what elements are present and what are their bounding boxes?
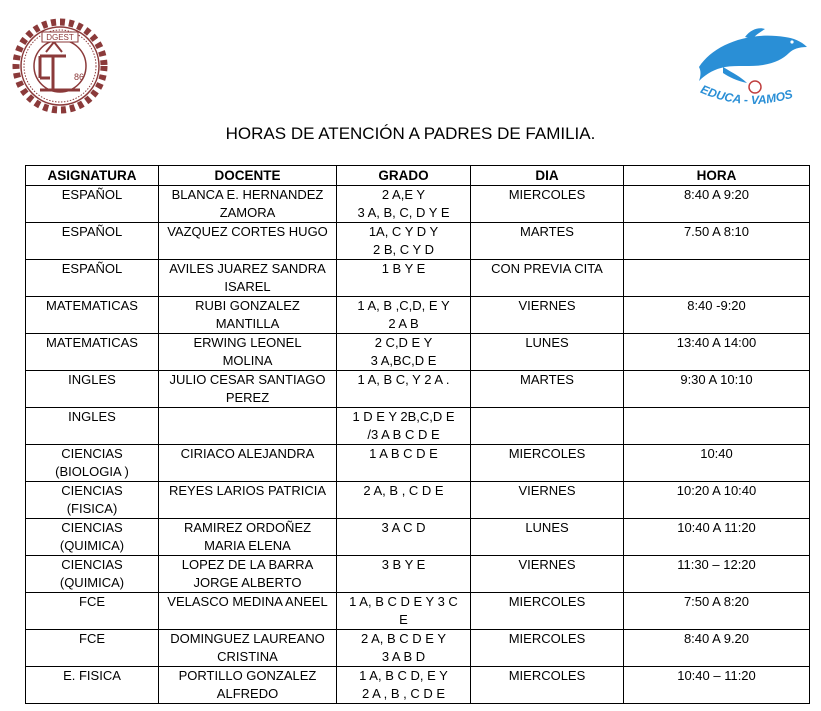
dia-cell bbox=[471, 186, 624, 223]
asignatura-cell-line: CIENCIAS bbox=[61, 557, 123, 572]
table-row bbox=[26, 297, 810, 334]
dia-cell bbox=[471, 445, 624, 482]
docente-cell-line: RAMIREZ ORDOÑEZ bbox=[183, 520, 312, 535]
hora-cell bbox=[624, 482, 810, 519]
docente-cell-line: ZAMORA bbox=[219, 205, 276, 220]
hora-cell-text: 8:40 A 9.20 bbox=[683, 631, 750, 646]
grado-cell bbox=[337, 408, 471, 445]
docente-cell-line: VELASCO MEDINA ANEEL bbox=[167, 594, 328, 609]
grado-cell-line: 2 A B bbox=[388, 316, 419, 331]
docente-cell bbox=[159, 482, 337, 519]
docente-cell-line: PEREZ bbox=[225, 390, 270, 405]
grado-cell-line: 1 A, B ,C,D, E Y bbox=[357, 298, 450, 313]
hora-cell-text: 11:30 – 12:20 bbox=[677, 557, 756, 572]
grado-cell-line: 1 D E Y 2B,C,D E bbox=[352, 409, 455, 424]
dia-cell bbox=[471, 667, 624, 704]
grado-cell bbox=[337, 593, 471, 630]
dia-cell bbox=[471, 260, 624, 297]
asignatura-cell-line: FCE bbox=[79, 594, 105, 609]
hora-cell bbox=[624, 334, 810, 371]
table-row bbox=[26, 260, 810, 297]
grado-cell-line: 3 A C D bbox=[381, 520, 426, 535]
header-asignatura: ASIGNATURA bbox=[26, 166, 159, 186]
docente-cell-line: VAZQUEZ CORTES HUGO bbox=[167, 224, 328, 239]
hora-cell bbox=[624, 297, 810, 334]
docente-cell-line: REYES LARIOS PATRICIA bbox=[168, 483, 326, 498]
hora-cell-text: 8:40 -9:20 bbox=[687, 298, 746, 313]
docente-cell-line: CRISTINA bbox=[217, 649, 278, 664]
hora-cell bbox=[624, 630, 810, 667]
grado-cell bbox=[337, 297, 471, 334]
dia-cell-text: MIERCOLES bbox=[508, 187, 586, 202]
asignatura-cell-line: (BIOLOGIA ) bbox=[55, 464, 129, 479]
asignatura-cell bbox=[26, 223, 159, 260]
table-row bbox=[26, 334, 810, 371]
asignatura-cell bbox=[26, 371, 159, 408]
dia-cell-text: VIERNES bbox=[518, 557, 576, 572]
docente-cell-line: MARIA ELENA bbox=[204, 538, 291, 553]
asignatura-cell-line: (FISICA) bbox=[66, 501, 118, 516]
grado-cell bbox=[337, 482, 471, 519]
asignatura-cell-line: MATEMATICAS bbox=[46, 335, 138, 350]
grado-cell-line: 1A, C Y D Y bbox=[368, 224, 439, 239]
asignatura-cell bbox=[26, 630, 159, 667]
table-row bbox=[26, 482, 810, 519]
dia-cell-text: VIERNES bbox=[518, 483, 576, 498]
hora-cell-text: 10:40 bbox=[700, 446, 733, 461]
grado-cell-line: 2 B, C Y D bbox=[373, 242, 434, 257]
docente-cell-line: DOMINGUEZ LAUREANO bbox=[170, 631, 325, 646]
hora-cell bbox=[624, 556, 810, 593]
dia-cell-text: MIERCOLES bbox=[508, 668, 586, 683]
hora-cell bbox=[624, 667, 810, 704]
table-row bbox=[26, 223, 810, 260]
grado-cell bbox=[337, 334, 471, 371]
dgest-logo bbox=[10, 16, 110, 116]
table-row bbox=[26, 519, 810, 556]
dia-cell-text: CON PREVIA CITA bbox=[491, 261, 603, 276]
docente-cell bbox=[159, 408, 337, 445]
dia-cell bbox=[471, 482, 624, 519]
grado-cell-line: 1 A B C D E bbox=[369, 446, 438, 461]
dia-cell bbox=[471, 630, 624, 667]
docente-cell-line: MANTILLA bbox=[215, 316, 280, 331]
docente-cell bbox=[159, 667, 337, 704]
dia-cell bbox=[471, 297, 624, 334]
dia-cell-text: MARTES bbox=[520, 372, 574, 387]
docente-cell-line: ISAREL bbox=[224, 279, 271, 294]
dgest-gear-logo-icon bbox=[10, 16, 110, 116]
dia-cell bbox=[471, 556, 624, 593]
docente-cell-line: ALFREDO bbox=[216, 686, 279, 701]
asignatura-cell bbox=[26, 519, 159, 556]
asignatura-cell-line: INGLES bbox=[68, 372, 116, 387]
hora-cell bbox=[624, 223, 810, 260]
hora-cell-text: 10:40 – 11:20 bbox=[677, 668, 756, 683]
asignatura-cell-line: ESPAÑOL bbox=[61, 224, 123, 239]
header-grado: GRADO bbox=[337, 166, 471, 186]
grado-cell bbox=[337, 630, 471, 667]
hora-cell bbox=[624, 371, 810, 408]
asignatura-cell-line: CIENCIAS bbox=[61, 520, 123, 535]
grado-cell-line: 2 A, B , C D E bbox=[363, 483, 444, 498]
docente-cell-line: RUBI GONZALEZ bbox=[195, 298, 300, 313]
dia-cell bbox=[471, 408, 624, 445]
educa-vamos-logo bbox=[693, 25, 813, 120]
table-row bbox=[26, 445, 810, 482]
asignatura-cell-line: CIENCIAS bbox=[61, 446, 123, 461]
asignatura-cell bbox=[26, 334, 159, 371]
hora-cell-text: 8:40 A 9:20 bbox=[683, 187, 750, 202]
docente-cell-line: JULIO CESAR SANTIAGO bbox=[169, 372, 326, 387]
page-title: HORAS DE ATENCIÓN A PADRES DE FAMILIA. bbox=[225, 124, 596, 143]
grado-cell bbox=[337, 556, 471, 593]
docente-cell-line: BLANCA E. HERNANDEZ bbox=[171, 187, 324, 202]
educa-vamos-text: EDUCA - VAMOS bbox=[698, 82, 795, 108]
docente-cell bbox=[159, 519, 337, 556]
dia-cell-text: MARTES bbox=[520, 224, 574, 239]
asignatura-cell bbox=[26, 260, 159, 297]
docente-cell bbox=[159, 593, 337, 630]
dia-cell-text: MIERCOLES bbox=[508, 446, 586, 461]
asignatura-cell-line: MATEMATICAS bbox=[46, 298, 138, 313]
table-header-row bbox=[26, 166, 810, 186]
grado-cell-line: 3 A,BC,D E bbox=[370, 353, 437, 368]
grado-cell bbox=[337, 260, 471, 297]
hora-cell-text: 9:30 A 10:10 bbox=[680, 372, 753, 387]
attention-hours-table bbox=[25, 165, 810, 704]
table-row bbox=[26, 593, 810, 630]
table-row bbox=[26, 371, 810, 408]
hora-cell bbox=[624, 519, 810, 556]
header-hora: HORA bbox=[624, 166, 810, 186]
docente-cell bbox=[159, 630, 337, 667]
hora-cell-text: 13:40 A 14:00 bbox=[676, 335, 757, 350]
grado-cell-line: 1 A, B C D E Y 3 C bbox=[349, 594, 458, 609]
asignatura-cell bbox=[26, 445, 159, 482]
dia-cell-text: LUNES bbox=[525, 520, 569, 535]
grado-cell-line: 2 C,D E Y bbox=[374, 335, 433, 350]
table-row bbox=[26, 186, 810, 223]
dia-cell bbox=[471, 519, 624, 556]
grado-cell-line: 2 A , B , C D E bbox=[361, 686, 446, 701]
docente-cell-line: MOLINA bbox=[222, 353, 273, 368]
dgest-ring-text: DGEST bbox=[46, 33, 74, 42]
grado-cell-line: 1 A, B C, Y 2 A . bbox=[357, 372, 450, 387]
dgest-number: 86 bbox=[74, 72, 85, 82]
dia-cell-text: MIERCOLES bbox=[508, 594, 586, 609]
docente-cell bbox=[159, 334, 337, 371]
hora-cell bbox=[624, 186, 810, 223]
grado-cell-line: 2 A,E Y bbox=[381, 187, 426, 202]
header-docente: DOCENTE bbox=[159, 166, 337, 186]
docente-cell bbox=[159, 260, 337, 297]
grado-cell bbox=[337, 186, 471, 223]
asignatura-cell bbox=[26, 593, 159, 630]
docente-cell-line: CIRIACO ALEJANDRA bbox=[180, 446, 315, 461]
hora-cell-text: 10:40 A 11:20 bbox=[677, 520, 756, 535]
asignatura-cell-line: ESPAÑOL bbox=[61, 261, 123, 276]
grado-cell-line: 3 B Y E bbox=[381, 557, 426, 572]
asignatura-cell-line: CIENCIAS bbox=[61, 483, 123, 498]
table-row bbox=[26, 408, 810, 445]
docente-cell-line: PORTILLO GONZALEZ bbox=[178, 668, 317, 683]
hora-cell-text: 7.50 A 8:10 bbox=[683, 224, 750, 239]
asignatura-cell bbox=[26, 186, 159, 223]
docente-cell-line: AVILES JUAREZ SANDRA bbox=[169, 261, 326, 276]
asignatura-cell-line: (QUIMICA) bbox=[59, 575, 125, 590]
grado-cell bbox=[337, 667, 471, 704]
grado-cell bbox=[337, 371, 471, 408]
grado-cell-line: 3 A B D bbox=[381, 649, 426, 664]
asignatura-cell-line: FCE bbox=[79, 631, 105, 646]
dia-cell bbox=[471, 371, 624, 408]
asignatura-cell-line: ESPAÑOL bbox=[61, 187, 123, 202]
hora-cell bbox=[624, 445, 810, 482]
asignatura-cell-line: E. FISICA bbox=[63, 668, 121, 683]
dia-cell-text: MIERCOLES bbox=[508, 631, 586, 646]
docente-cell-line: JORGE ALBERTO bbox=[193, 575, 302, 590]
hora-cell bbox=[624, 408, 810, 445]
dia-cell-text: VIERNES bbox=[518, 298, 576, 313]
hora-cell bbox=[624, 260, 810, 297]
grado-cell bbox=[337, 519, 471, 556]
docente-cell bbox=[159, 297, 337, 334]
asignatura-cell-line: (QUIMICA) bbox=[59, 538, 125, 553]
svg-text:EDUCA - VAMOS bbox=[699, 82, 795, 107]
docente-cell bbox=[159, 186, 337, 223]
docente-cell bbox=[159, 223, 337, 260]
docente-cell bbox=[159, 556, 337, 593]
grado-cell bbox=[337, 223, 471, 260]
asignatura-cell bbox=[26, 667, 159, 704]
grado-cell-line: 2 A, B C D E Y bbox=[360, 631, 447, 646]
dia-cell bbox=[471, 223, 624, 260]
grado-cell-line: 1 A, B C D, E Y bbox=[359, 668, 448, 683]
header-dia: DIA bbox=[471, 166, 624, 186]
dia-cell bbox=[471, 593, 624, 630]
grado-cell bbox=[337, 445, 471, 482]
table-row bbox=[26, 556, 810, 593]
docente-cell-line: ERWING LEONEL bbox=[193, 335, 302, 350]
hora-cell bbox=[624, 593, 810, 630]
grado-cell-line: E bbox=[399, 612, 408, 627]
dolphin-icon bbox=[693, 25, 813, 120]
grado-cell-line: /3 A B C D E bbox=[367, 427, 440, 442]
asignatura-cell-line: INGLES bbox=[68, 409, 116, 424]
grado-cell-line: 3 A, B, C, D Y E bbox=[357, 205, 450, 220]
asignatura-cell bbox=[26, 297, 159, 334]
asignatura-cell bbox=[26, 482, 159, 519]
table-row bbox=[26, 667, 810, 704]
asignatura-cell bbox=[26, 408, 159, 445]
docente-cell-line: LOPEZ DE LA BARRA bbox=[181, 557, 314, 572]
dia-cell-text: LUNES bbox=[525, 335, 569, 350]
hora-cell-text: 7:50 A 8:20 bbox=[683, 594, 750, 609]
docente-cell bbox=[159, 445, 337, 482]
docente-cell bbox=[159, 371, 337, 408]
asignatura-cell bbox=[26, 556, 159, 593]
hora-cell-text: 10:20 A 10:40 bbox=[676, 483, 757, 498]
table-row bbox=[26, 630, 810, 667]
dia-cell bbox=[471, 334, 624, 371]
grado-cell-line: 1 B Y E bbox=[381, 261, 426, 276]
table-body bbox=[26, 186, 810, 704]
